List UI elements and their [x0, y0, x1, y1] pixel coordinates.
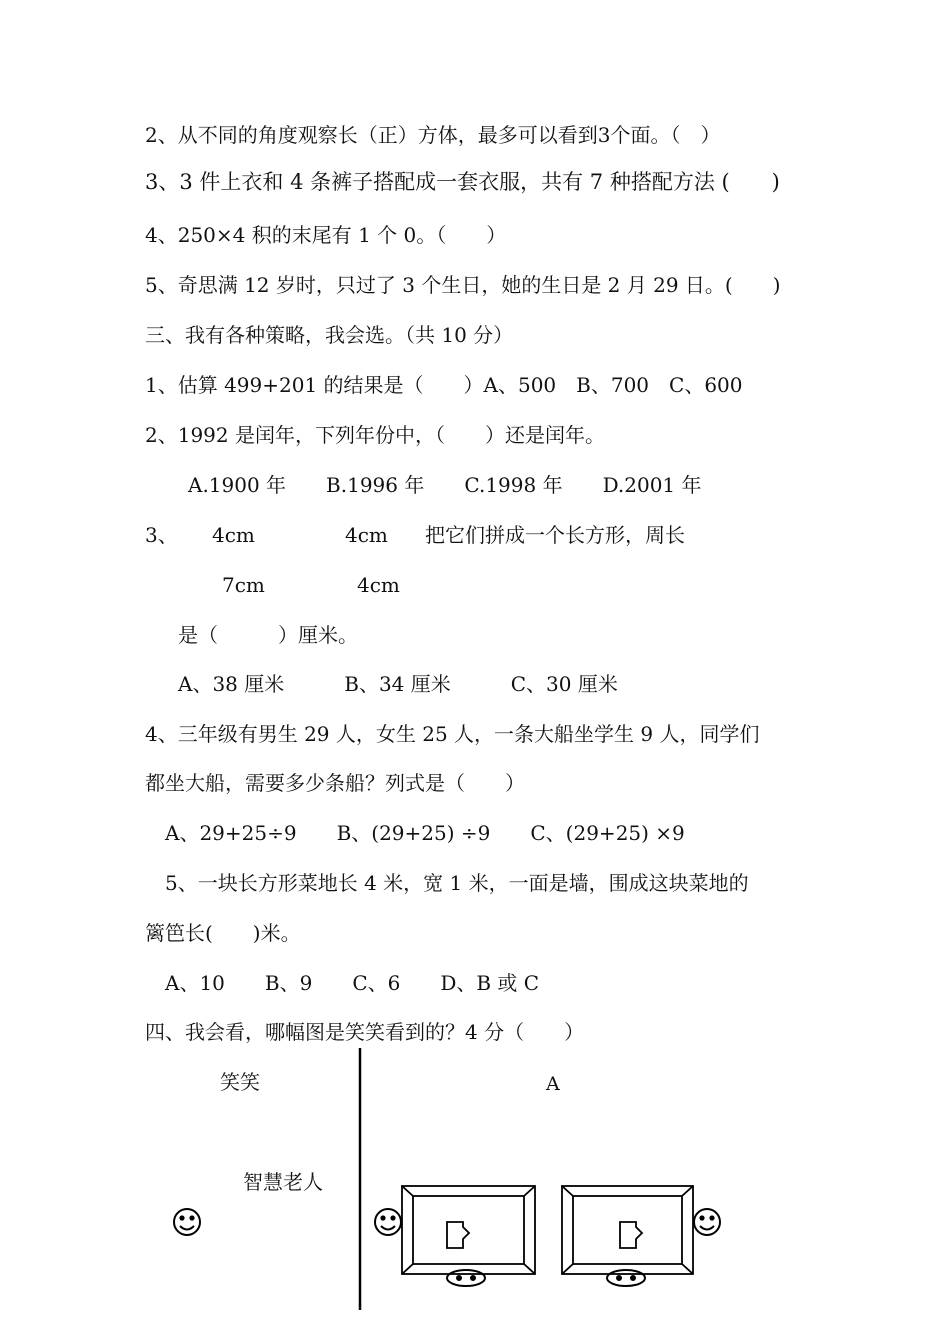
option-a-left-view — [402, 1186, 535, 1274]
section3-question-4-options: A、29+25÷9 B、(29+25) ÷9 C、(29+25) ×9 — [165, 821, 685, 845]
smiley-face-icon — [174, 1209, 200, 1235]
section3-question-5-line-1: 5、一块长方形菜地长 4 米，宽 1 米，一面是墙，围成这块菜地的 — [165, 871, 749, 895]
section3-question-5-options: A、10 B、9 C、6 D、B 或 C — [165, 971, 540, 995]
top-smiley-face-icon — [607, 1270, 645, 1286]
section3-question-3-text-continued: 是（ ）厘米。 — [178, 623, 358, 647]
smiley-face-icon — [694, 1209, 720, 1235]
section3-question-3-options: A、38 厘米 B、34 厘米 C、30 厘米 — [178, 672, 618, 696]
section-4-title: 四、我会看，哪幅图是笑笑看到的？4 分（ ） — [145, 1020, 585, 1044]
section3-question-2: 2、1992 是闰年，下列年份中，（ ）还是闰年。 — [145, 423, 605, 447]
question-2-observe-cuboid: 2、从不同的角度观察长（正）方体，最多可以看到3个面。（ ） — [145, 123, 721, 147]
rectangle-length-label: 7cm — [222, 573, 265, 597]
section3-question-3-number: 3、 — [145, 523, 178, 547]
section3-question-1: 1、估算 499+201 的结果是（ ）A、500 B、700 C、600 — [145, 373, 743, 397]
section3-question-4-line-1: 4、三年级有男生 29 人，女生 25 人，一条大船坐学生 9 人，同学们 — [145, 722, 760, 746]
section3-question-3-text: 把它们拼成一个长方形，周长 — [425, 523, 685, 547]
square-width-label: 4cm — [212, 523, 255, 547]
section-3-title: 三、我有各种策略，我会选。（共 10 分） — [145, 323, 514, 347]
section3-question-5-line-2: 篱笆长( )米。 — [145, 921, 301, 945]
section3-question-2-options: A.1900 年 B.1996 年 C.1998 年 D.2001 年 — [188, 473, 702, 497]
label-wise-elder: 智慧老人 — [243, 1170, 323, 1194]
section3-question-4-line-2: 都坐大船，需要多少条船？列式是（ ） — [145, 771, 525, 795]
label-option-a: A — [546, 1073, 560, 1095]
second-shape-width-label: 4cm — [345, 523, 388, 547]
option-a-right-view — [562, 1186, 693, 1274]
second-shape-height-label: 4cm — [357, 573, 400, 597]
question-4-product-zeros: 4、250×4 积的末尾有 1 个 0。（ ） — [145, 223, 507, 247]
question-5-birthday: 5、奇思满 12 岁时，只过了 3 个生日，她的生日是 2 月 29 日。( ) — [145, 273, 781, 297]
top-smiley-face-icon — [447, 1270, 485, 1286]
question-3-clothes-combination: 3、3 件上衣和 4 条裤子搭配成一套衣服，共有 7 种搭配方法 ( ) — [145, 170, 780, 194]
smiley-face-icon — [375, 1209, 401, 1235]
label-xiaoxiao: 笑笑 — [220, 1070, 260, 1094]
